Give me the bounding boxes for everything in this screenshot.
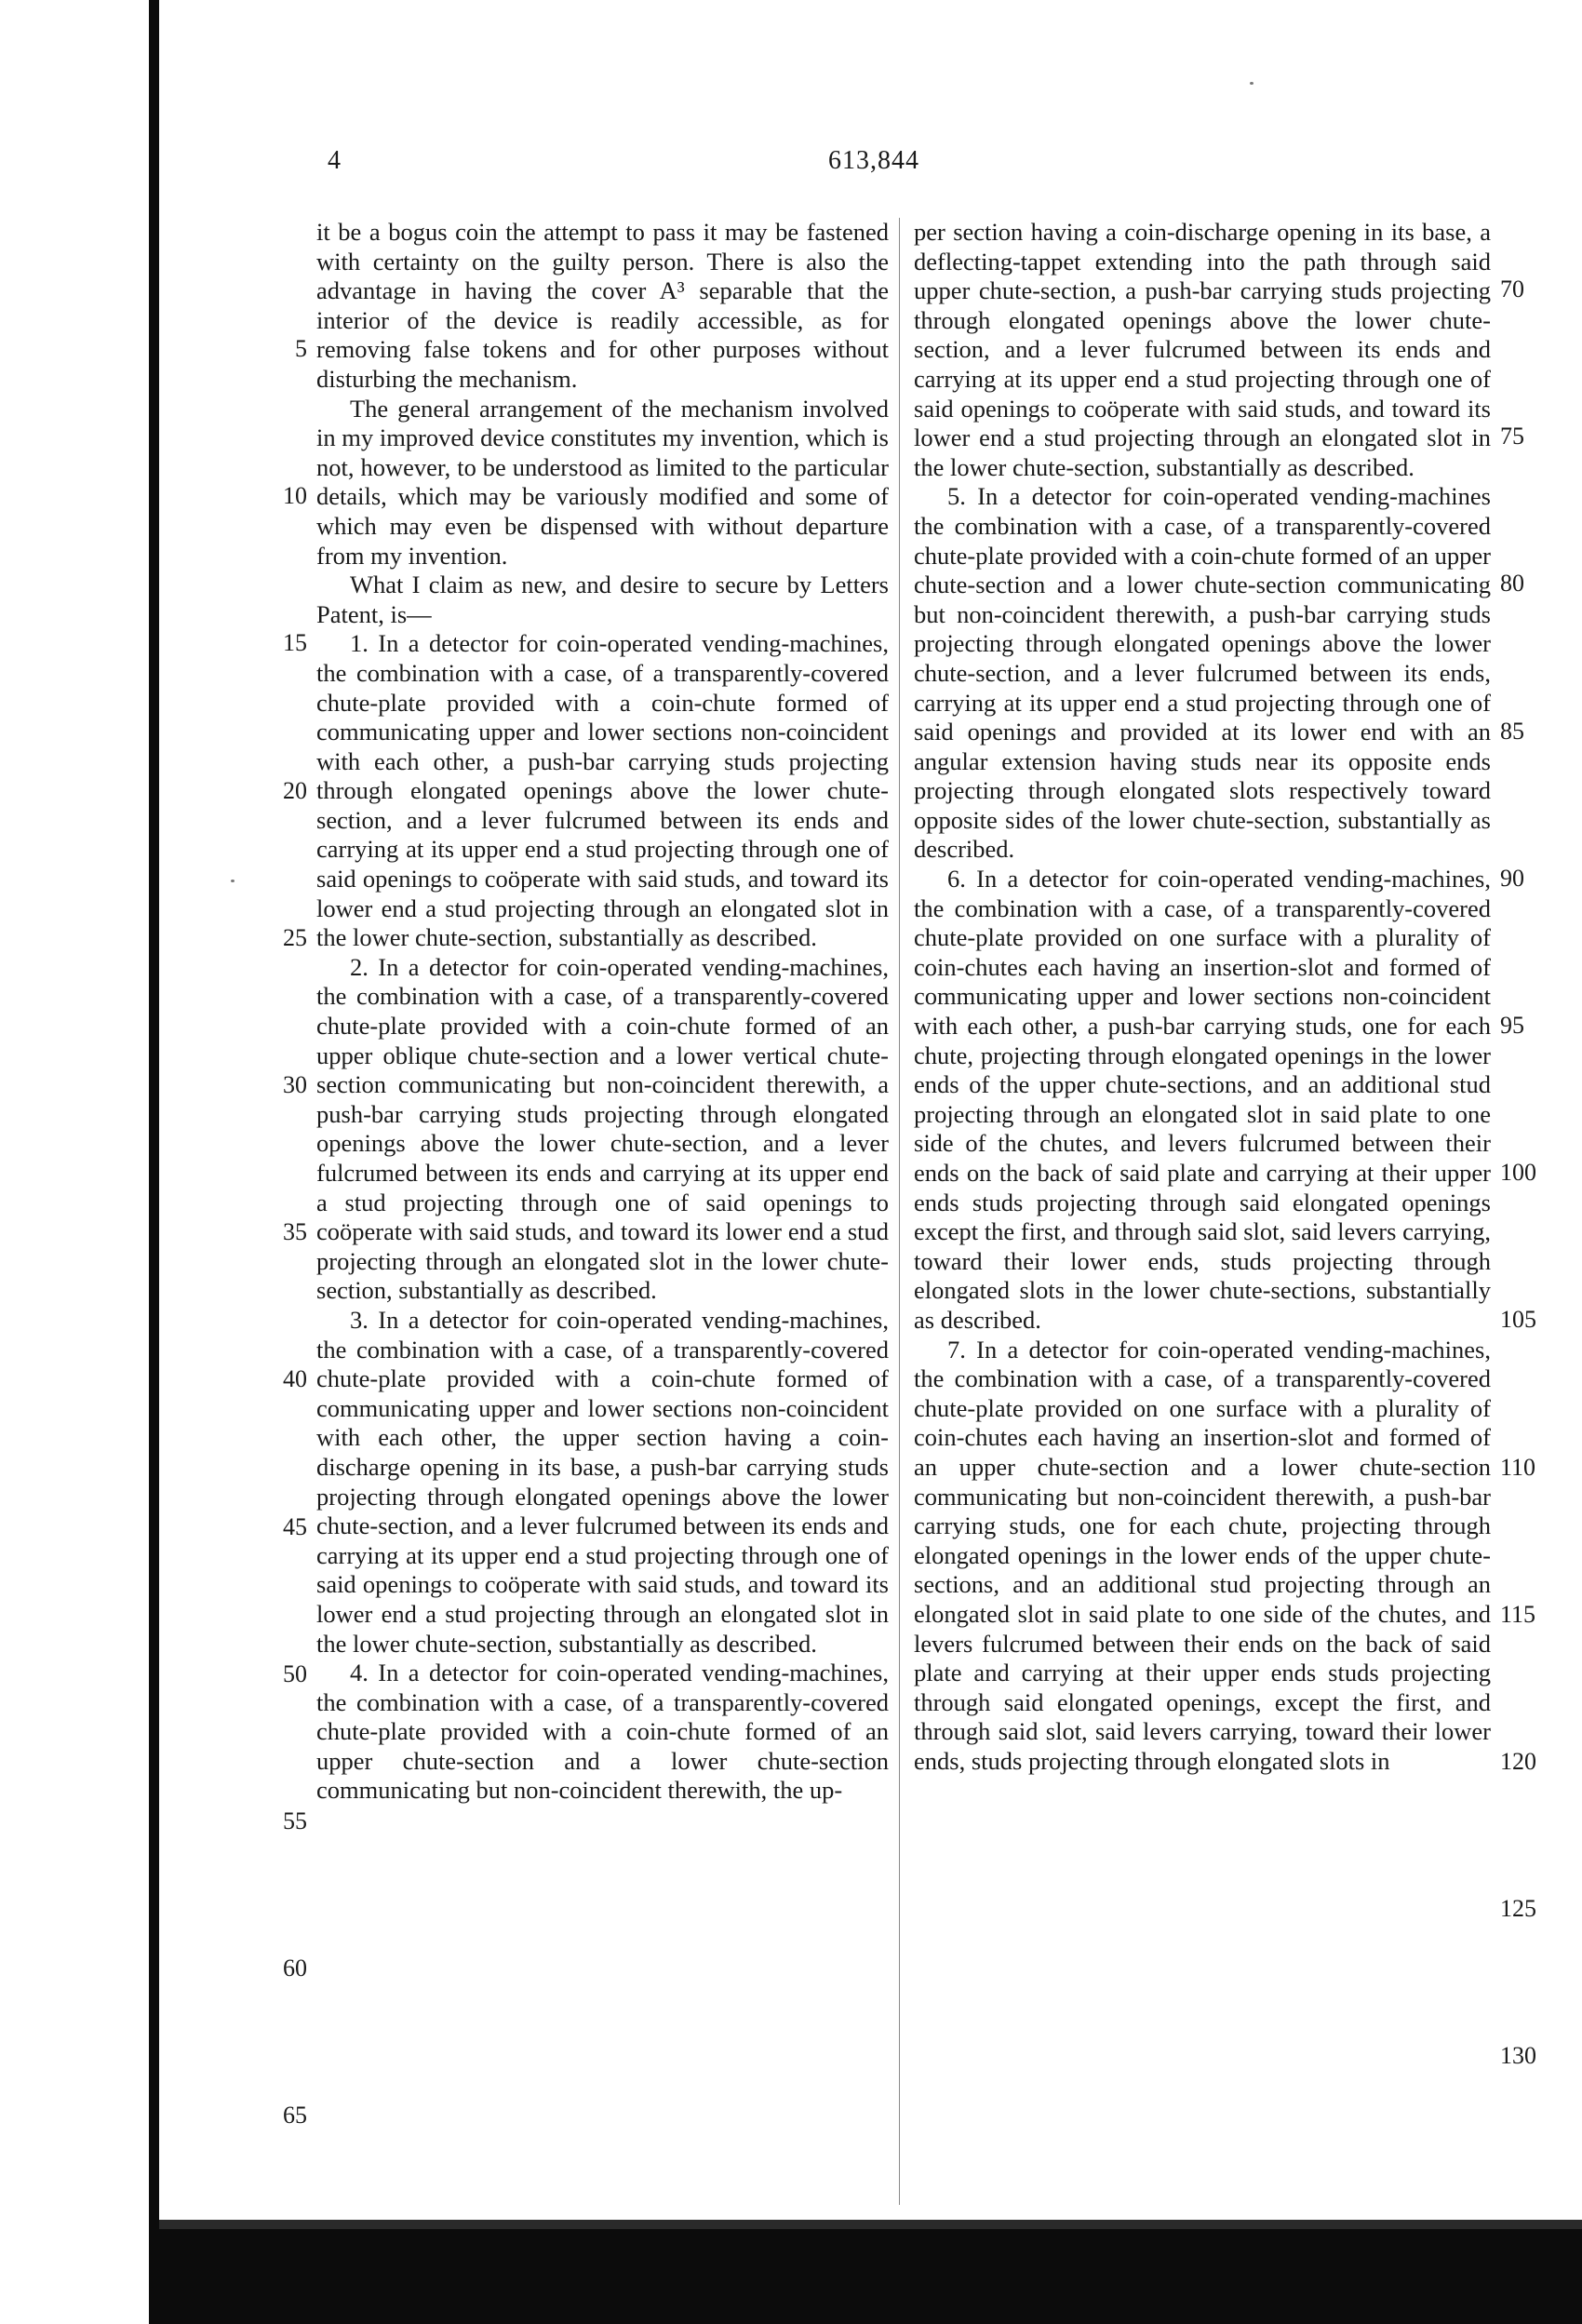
- left-text-column: [316, 218, 889, 1806]
- scan-margin: [0, 0, 15, 2324]
- line-number: 25: [283, 923, 307, 951]
- paragraph: 4. In a detector for coin-operated vending-machines, the combination with a case, of a transparently-covered chute-plate provided with a coin-chute formed of an upper chute-section and a lower chute-section communicating but non-coincident therewith, the up-: [316, 1659, 889, 1805]
- scan-speck: [231, 880, 235, 882]
- line-number: 10: [283, 482, 307, 510]
- paragraph: The general arrangement of the mechanism involved in my improved device constitutes my invention, which is not, however, to be understood as limited to the particular details, which may be variously modified and some of which may even be dispensed with without departure from my invention.: [316, 394, 889, 570]
- line-number: 5: [295, 335, 307, 362]
- line-number: 50: [283, 1659, 307, 1687]
- scan-edge-bottom: [149, 2229, 1582, 2324]
- line-number: 105: [1500, 1306, 1536, 1334]
- line-number: 80: [1500, 570, 1524, 598]
- right-text-column: [914, 218, 1491, 1776]
- line-number: 100: [1500, 1159, 1536, 1187]
- column-divider: [899, 218, 900, 2205]
- line-number: 70: [1500, 275, 1524, 302]
- line-number: 75: [1500, 423, 1524, 450]
- paragraph: per section having a coin-discharge opening in its base, a deflecting-tappet extending into the path through said upper chute-section, a push-bar carrying studs projecting through elongated openings above the lower chute-section, and a lever fulcrumed between its ends and carrying at its upper end a stud projecting through one of said openings to coöperate with said studs, and toward its lower end a stud projecting through an elongated slot in the lower chute-section, substantially as described.: [914, 218, 1491, 481]
- paragraph: What I claim as new, and desire to secure by Letters Patent, is—: [316, 571, 889, 628]
- scan-speck: [1250, 82, 1254, 85]
- line-number: 60: [283, 1955, 307, 1982]
- line-number: 125: [1500, 1895, 1536, 1923]
- line-number: 90: [1500, 864, 1524, 892]
- paragraph: 1. In a detector for coin-operated vending-machines, the combination with a case, of a transparently-covered chute-plate provided with a coin-chute formed of communicating upper and lower sections non-coincident with each other, a push-bar carrying studs projecting through elongated openings above the lower chute-section, and a lever fulcrumed between its ends and carrying at its upper end a stud projecting through one of said openings to coöperate with said studs, and toward its lower end a stud projecting through an elongated slot in the lower chute-section, substantially as described.: [316, 629, 889, 952]
- paragraph: it be a bogus coin the attempt to pass it may be fastened with certainty on the guilty person. There is also the advantage in having the cover A³ separable that the interior of the device is readily accessible, as for removing false tokens and for other purposes without disturbing the mechanism.: [316, 218, 889, 393]
- line-number: 95: [1500, 1012, 1524, 1039]
- line-number: 40: [283, 1365, 307, 1393]
- paragraph: 7. In a detector for coin-operated vending-machines, the combination with a case, of a transparently-covered chute-plate provided on one surface with a plurality of coin-chutes each having an insertion-slot and formed of an upper chute-section and a lower chute-section communicating but non-coincident therewith, a push-bar carrying studs, one for each chute, projecting through elongated openings in the lower ends of the upper chute-sections, and an additional stud projecting through an elongated slot in said plate to one side of the chutes, and levers fulcrumed between their ends on the back of said plate and carrying at their upper ends studs projecting through said elongated openings, except the first, and through said slot, said levers carrying, toward their lower ends, studs projecting through elongated slots in: [914, 1335, 1491, 1775]
- line-number: 120: [1500, 1748, 1536, 1775]
- line-number: 20: [283, 776, 307, 804]
- line-number: 45: [283, 1512, 307, 1540]
- paragraph: 5. In a detector for coin-operated vending-machines the combination with a case, of a transparently-covered chute-plate provided with a coin-chute formed of an upper chute-section and a lower chute-section communicating but non-coincident therewith, a push-bar carrying studs projecting through elongated openings above the lower chute-section, and a lever fulcrumed between its ends, carrying at its upper end a stud projecting through one of said openings and provided at its lower end with an angular extension having studs near its opposite ends projecting through elongated slots respectively toward opposite sides of the lower chute-section, substantially as described.: [914, 482, 1491, 864]
- paragraph: 6. In a detector for coin-operated vending-machines, the combination with a case, of a transparently-covered chute-plate provided on one surface with a plurality of coin-chutes each having an insertion-slot and formed of communicating upper and lower sections non-coincident with each other, a push-bar carrying studs, one for each chute, projecting through elongated openings in the lower ends of the upper chute-sections, and an additional stud projecting through an elongated slot in said plate to one side of the chutes, and levers fulcrumed between their ends on the back of said plate and carrying at their upper ends studs projecting through said elongated openings except the first, and through said slot, said levers carrying, toward their lower ends, studs projecting through elongated slots in the lower chute-sections, substantially as described.: [914, 865, 1491, 1334]
- page-number: 4: [328, 146, 342, 175]
- line-number: 55: [283, 1807, 307, 1834]
- line-number: 130: [1500, 2042, 1536, 2070]
- line-number: 30: [283, 1071, 307, 1098]
- scan-edge-left: [149, 0, 159, 2276]
- line-number: 85: [1500, 717, 1524, 745]
- line-number: 110: [1500, 1453, 1536, 1481]
- patent-number: 613,844: [828, 146, 919, 175]
- paragraph: 3. In a detector for coin-operated vending-machines, the combination with a case, of a transparently-covered chute-plate provided with a coin-chute formed of communicating upper and lower sections non-coincident with each other, the upper section having a coin-discharge opening in its base, a push-bar carrying studs projecting through elongated openings above the lower chute-section, and a lever fulcrumed between its ends and carrying at its upper end a stud projecting through one of said openings to coöperate with said studs, and toward its lower end a stud projecting through an elongated slot in the lower chute-section, substantially as described.: [316, 1305, 889, 1658]
- line-number: 35: [283, 1218, 307, 1246]
- line-number: 15: [283, 629, 307, 657]
- line-number: 65: [283, 2102, 307, 2129]
- line-number: 115: [1500, 1600, 1536, 1628]
- paragraph: 2. In a detector for coin-operated vending-machines, the combination with a case, of a transparently-covered chute-plate provided with a coin-chute formed of an upper oblique chute-section and a lower vertical chute-section communicating but non-coincident therewith, a push-bar carrying studs projecting through elongated openings above the lower chute-section, and a lever fulcrumed between its ends and carrying at its upper end a stud projecting through one of said openings to coöperate with said studs, and toward its lower end a stud projecting through an elongated slot in the lower chute-section, substantially as described.: [316, 952, 889, 1305]
